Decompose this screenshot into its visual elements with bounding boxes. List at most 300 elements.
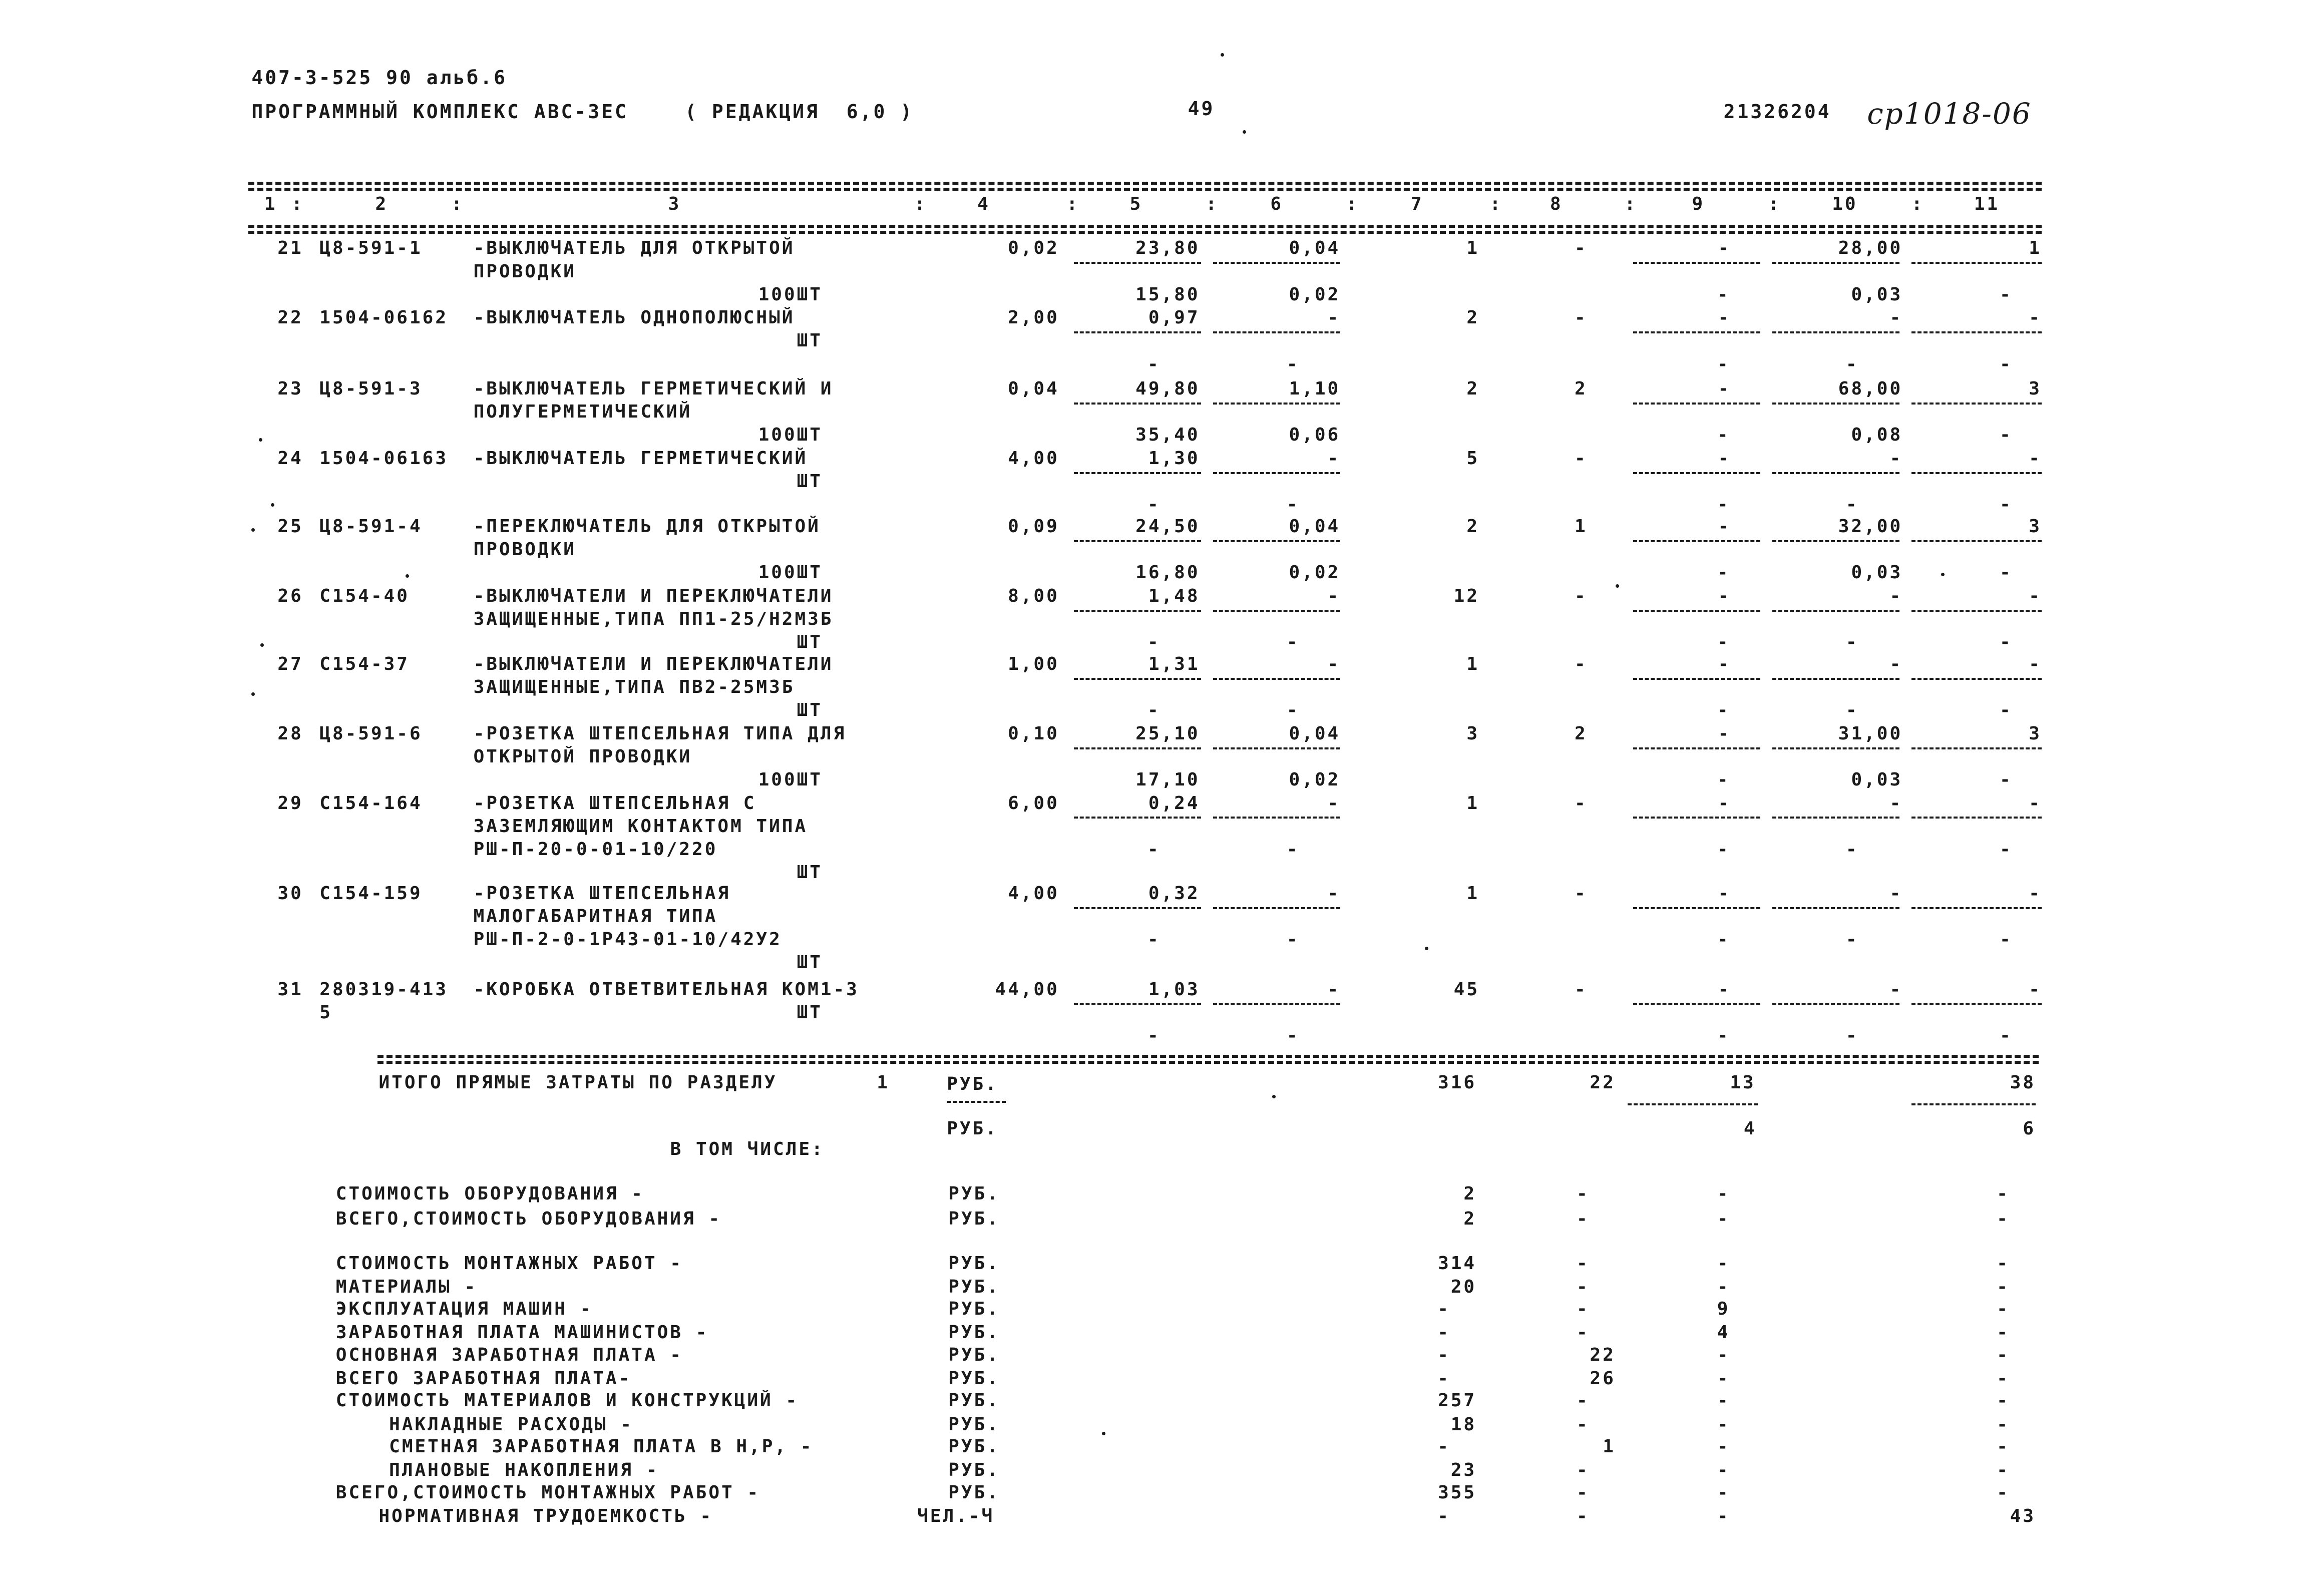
subtotal-rule bbox=[1772, 610, 1899, 612]
document-number: 21326204 bbox=[1723, 100, 1831, 123]
subtotal-rule bbox=[1213, 403, 1340, 405]
subtotal-rule bbox=[1633, 678, 1760, 680]
subtotal-rule bbox=[1633, 610, 1760, 612]
row-col5-per-unit: - bbox=[1147, 1025, 1161, 1046]
row-col9-per-unit: - bbox=[1717, 769, 1730, 790]
row-unit: ШТ bbox=[797, 862, 823, 883]
subtotal-rule bbox=[1213, 678, 1340, 680]
row-col8: 2 bbox=[1575, 723, 1588, 744]
column-header-9: 9 bbox=[1692, 193, 1705, 214]
subtotal-rule bbox=[1911, 1003, 2042, 1005]
column-header-1: 1 bbox=[264, 193, 277, 214]
row-col8: 2 bbox=[1575, 378, 1588, 400]
row-col6-per-unit: - bbox=[1286, 632, 1300, 653]
row-col9-per-unit: - bbox=[1717, 284, 1730, 305]
scan-speck bbox=[251, 528, 255, 532]
summary-col11: - bbox=[1997, 1322, 2010, 1343]
row-unit: ШТ bbox=[797, 330, 823, 351]
subtotal-rule bbox=[1633, 907, 1760, 909]
row-quantity: 0,09 bbox=[1008, 516, 1059, 537]
table-top-rule-2 bbox=[248, 188, 2041, 191]
summary-col7: 23 bbox=[1450, 1460, 1477, 1481]
row-code: Ц8-591-1 bbox=[319, 238, 423, 259]
row-quantity: 8,00 bbox=[1008, 585, 1059, 606]
row-col8: - bbox=[1575, 238, 1588, 259]
row-col7: 2 bbox=[1466, 378, 1479, 400]
row-col11: 1 bbox=[2029, 238, 2042, 259]
summary-col7: 18 bbox=[1450, 1414, 1477, 1435]
scan-speck bbox=[259, 438, 262, 442]
scan-speck bbox=[1221, 53, 1224, 57]
summary-label: СМЕТНАЯ ЗАРАБОТНАЯ ПЛАТА В Н,Р, - bbox=[389, 1436, 814, 1457]
summary-col9: - bbox=[1717, 1183, 1730, 1204]
summary-col7: - bbox=[1437, 1322, 1450, 1343]
column-separator: : bbox=[914, 193, 927, 214]
summary-label: ЗАРАБОТНАЯ ПЛАТА МАШИНИСТОВ - bbox=[335, 1322, 709, 1343]
summary-unit: РУБ. bbox=[948, 1436, 1000, 1457]
row-col10: - bbox=[1889, 653, 1903, 674]
program-name: ПРОГРАММНЫЙ КОМПЛЕКС АВС-3ЕС bbox=[251, 100, 628, 123]
summary-col9: 9 bbox=[1717, 1299, 1730, 1320]
total-col8: 22 bbox=[1590, 1072, 1616, 1093]
summary-col8: - bbox=[1577, 1276, 1590, 1297]
subtotal-rule bbox=[1772, 1003, 1899, 1005]
row-col9: - bbox=[1718, 883, 1731, 904]
row-col6: 0,04 bbox=[1289, 516, 1341, 537]
row-col11: - bbox=[2029, 448, 2042, 469]
row-name-line: -РОЗЕТКА ШТЕПСЕЛЬНАЯ bbox=[473, 883, 731, 904]
subtotal-rule bbox=[1911, 472, 2042, 474]
row-col10-per-unit: - bbox=[1845, 632, 1859, 653]
summary-label: СТОИМОСТЬ МАТЕРИАЛОВ И КОНСТРУКЦИЙ - bbox=[335, 1390, 799, 1411]
row-col5-per-unit: - bbox=[1147, 632, 1161, 653]
subtotal-rule bbox=[1911, 403, 2042, 405]
summary-col9: - bbox=[1717, 1208, 1730, 1229]
summary-col9: - bbox=[1717, 1253, 1730, 1274]
row-col7: 1 bbox=[1466, 883, 1479, 904]
subtotal-rule bbox=[1911, 331, 2042, 333]
summary-col9: - bbox=[1717, 1460, 1730, 1481]
column-separator: : bbox=[1489, 193, 1503, 214]
total-col9-2: 4 bbox=[1743, 1118, 1757, 1139]
total-col9: 13 bbox=[1730, 1072, 1756, 1093]
row-col11-per-unit: - bbox=[2000, 494, 2013, 515]
row-col5: 1,03 bbox=[1148, 979, 1200, 1000]
row-col10-per-unit: - bbox=[1845, 353, 1859, 374]
subtotal-rule bbox=[1633, 540, 1760, 542]
row-col11: - bbox=[2029, 883, 2042, 904]
summary-col9: - bbox=[1717, 1436, 1730, 1457]
row-col5: 0,24 bbox=[1148, 792, 1200, 814]
subtotal-rule bbox=[1213, 262, 1340, 264]
row-unit: ШТ bbox=[797, 699, 823, 720]
column-header-10: 10 bbox=[1832, 193, 1858, 214]
subtotal-rule bbox=[1074, 403, 1201, 405]
row-name-line: ПРОВОДКИ bbox=[473, 261, 576, 282]
row-col11-per-unit: - bbox=[2000, 562, 2013, 583]
summary-col8: 1 bbox=[1603, 1436, 1616, 1457]
row-col5: 24,50 bbox=[1135, 516, 1200, 537]
row-col10-per-unit: 0,08 bbox=[1851, 425, 1903, 446]
subtotal-rule bbox=[1213, 747, 1340, 749]
subtotal-rule bbox=[1213, 540, 1340, 542]
row-col9: - bbox=[1718, 585, 1731, 606]
summary-label: ВСЕГО ЗАРАБОТНАЯ ПЛАТА- bbox=[335, 1368, 632, 1389]
row-col6: 0,04 bbox=[1289, 723, 1341, 744]
row-quantity: 6,00 bbox=[1008, 792, 1059, 814]
row-col10: 31,00 bbox=[1838, 723, 1903, 744]
row-number: 25 bbox=[277, 516, 303, 537]
header-bottom-rule-2 bbox=[248, 231, 2041, 234]
summary-col7: 20 bbox=[1450, 1276, 1477, 1297]
row-col9-per-unit: - bbox=[1717, 929, 1730, 950]
column-header-5: 5 bbox=[1129, 193, 1143, 214]
row-col11-per-unit: - bbox=[2000, 839, 2013, 860]
summary-col11: - bbox=[1997, 1460, 2010, 1481]
summary-col9: - bbox=[1717, 1505, 1730, 1526]
summary-col11: 43 bbox=[2010, 1505, 2036, 1526]
column-separator: : bbox=[291, 193, 304, 214]
row-col6-per-unit: - bbox=[1286, 1025, 1300, 1046]
row-col7: 1 bbox=[1466, 238, 1479, 259]
row-col8: - bbox=[1575, 585, 1588, 606]
row-col9: - bbox=[1718, 238, 1731, 259]
row-col10: 28,00 bbox=[1838, 238, 1903, 259]
row-col11-per-unit: - bbox=[2000, 769, 2013, 790]
column-header-8: 8 bbox=[1550, 193, 1563, 214]
row-name-line: МАЛОГАБАРИТНАЯ ТИПА bbox=[473, 906, 718, 927]
subtotal-rule bbox=[1074, 1003, 1201, 1005]
scan-speck bbox=[406, 574, 409, 578]
row-col5-per-unit: 15,80 bbox=[1135, 284, 1200, 305]
summary-label: ВСЕГО,СТОИМОСТЬ ОБОРУДОВАНИЯ - bbox=[335, 1208, 721, 1229]
row-number: 24 bbox=[277, 448, 303, 469]
row-col6-per-unit: - bbox=[1286, 839, 1300, 860]
row-col5-per-unit: 17,10 bbox=[1135, 769, 1200, 790]
subtotal-rule bbox=[1074, 747, 1201, 749]
subtotal-rule bbox=[1911, 678, 2042, 680]
row-col6-per-unit: - bbox=[1286, 929, 1300, 950]
subtotal-rule bbox=[1633, 1003, 1760, 1005]
row-name-line: -ПЕРЕКЛЮЧАТЕЛЬ ДЛЯ ОТКРЫТОЙ bbox=[473, 516, 821, 537]
subtotal-rule bbox=[1772, 678, 1899, 680]
summary-col9: - bbox=[1717, 1482, 1730, 1503]
subtotal-rule bbox=[1772, 907, 1899, 909]
row-col5: 1,31 bbox=[1148, 653, 1200, 674]
row-number: 27 bbox=[277, 653, 303, 674]
subtotal-rule bbox=[1772, 331, 1899, 333]
subtotal-rule bbox=[1074, 331, 1201, 333]
row-col11: - bbox=[2029, 585, 2042, 606]
row-col5-per-unit: 16,80 bbox=[1135, 562, 1200, 583]
row-col6-per-unit: - bbox=[1286, 699, 1300, 720]
summary-unit: РУБ. bbox=[948, 1276, 1000, 1297]
row-col11: 3 bbox=[2029, 723, 2042, 744]
summary-col7: - bbox=[1437, 1344, 1450, 1365]
summary-col11: - bbox=[1997, 1482, 2010, 1503]
subtotal-rule bbox=[1213, 331, 1340, 333]
row-col11: 3 bbox=[2029, 516, 2042, 537]
subtotal-rule bbox=[1213, 817, 1340, 819]
summary-col7: - bbox=[1437, 1299, 1450, 1320]
row-number: 31 bbox=[277, 979, 303, 1000]
subtotal-rule bbox=[1213, 907, 1340, 909]
row-col7: 2 bbox=[1466, 307, 1479, 328]
row-unit: ШТ bbox=[797, 471, 823, 492]
summary-col7: - bbox=[1437, 1505, 1450, 1526]
total-col7: 316 bbox=[1438, 1072, 1477, 1093]
row-col5-per-unit: - bbox=[1147, 839, 1161, 860]
summary-col11: - bbox=[1997, 1390, 2010, 1411]
row-col9: - bbox=[1718, 307, 1731, 328]
row-name-line: ПРОВОДКИ bbox=[473, 539, 576, 560]
summary-col8: - bbox=[1577, 1322, 1590, 1343]
row-col6: - bbox=[1327, 585, 1341, 606]
row-code: С154-159 bbox=[319, 883, 423, 904]
summary-col11: - bbox=[1997, 1253, 2010, 1274]
row-number: 30 bbox=[277, 883, 303, 904]
row-col8: - bbox=[1575, 792, 1588, 814]
row-quantity: 2,00 bbox=[1008, 307, 1059, 328]
table-top-rule bbox=[248, 182, 2041, 185]
row-col10: - bbox=[1889, 585, 1903, 606]
subtotal-rule bbox=[1633, 747, 1760, 749]
row-code: С154-40 bbox=[319, 585, 410, 606]
summary-col11: - bbox=[1997, 1183, 2010, 1204]
column-header-3: 3 bbox=[668, 193, 681, 214]
row-col11-per-unit: - bbox=[2000, 425, 2013, 446]
summary-unit: РУБ. bbox=[948, 1344, 1000, 1365]
row-code: 280319-413 bbox=[319, 979, 449, 1000]
row-unit: 100ШТ bbox=[758, 425, 823, 446]
row-col10-per-unit: - bbox=[1845, 1025, 1859, 1046]
row-col9: - bbox=[1718, 448, 1731, 469]
including-heading: В ТОМ ЧИСЛЕ: bbox=[670, 1139, 825, 1160]
row-col10: - bbox=[1889, 307, 1903, 328]
row-col9-per-unit: - bbox=[1717, 494, 1730, 515]
row-col9-per-unit: - bbox=[1717, 425, 1730, 446]
row-code-continued: 5 bbox=[319, 1002, 332, 1023]
summary-col7: 355 bbox=[1438, 1482, 1477, 1503]
row-col6-per-unit: - bbox=[1286, 494, 1300, 515]
row-col8: - bbox=[1575, 883, 1588, 904]
subtotal-rule bbox=[1074, 540, 1201, 542]
row-col5: 25,10 bbox=[1135, 723, 1200, 744]
summary-col7: - bbox=[1437, 1436, 1450, 1457]
summary-unit: РУБ. bbox=[948, 1368, 1000, 1389]
summary-unit: РУБ. bbox=[948, 1322, 1000, 1343]
subtotal-rule bbox=[1911, 262, 2042, 264]
row-col11-per-unit: - bbox=[2000, 929, 2013, 950]
subtotal-rule bbox=[1911, 610, 2042, 612]
row-col11-per-unit: - bbox=[2000, 1025, 2013, 1046]
subtotal-rule bbox=[1772, 262, 1899, 264]
column-header-2: 2 bbox=[375, 193, 389, 214]
subtotal-rule bbox=[1633, 331, 1760, 333]
summary-col9: - bbox=[1717, 1414, 1730, 1435]
summary-col8: - bbox=[1577, 1253, 1590, 1274]
column-header-6: 6 bbox=[1270, 193, 1283, 214]
row-unit: ШТ bbox=[797, 632, 823, 653]
summary-label: ВСЕГО,СТОИМОСТЬ МОНТАЖНЫХ РАБОТ - bbox=[335, 1482, 760, 1503]
summary-col11: - bbox=[1997, 1368, 2010, 1389]
total-top-rule bbox=[377, 1055, 2039, 1058]
row-col9: - bbox=[1718, 723, 1731, 744]
row-quantity: 4,00 bbox=[1008, 883, 1059, 904]
row-col11: - bbox=[2029, 792, 2042, 814]
row-unit: 100ШТ bbox=[758, 284, 823, 305]
row-name-line: -РОЗЕТКА ШТЕПСЕЛЬНАЯ ТИПА ДЛЯ bbox=[473, 723, 847, 744]
row-col10-per-unit: 0,03 bbox=[1851, 769, 1903, 790]
summary-col11: - bbox=[1997, 1208, 2010, 1229]
total-unit-2: РУБ. bbox=[947, 1118, 998, 1139]
row-col6-per-unit: 0,02 bbox=[1289, 562, 1341, 583]
row-col9: - bbox=[1718, 378, 1731, 400]
row-quantity: 0,10 bbox=[1008, 723, 1059, 744]
subtotal-rule bbox=[1074, 262, 1201, 264]
summary-col9: - bbox=[1717, 1344, 1730, 1365]
row-col11-per-unit: - bbox=[2000, 284, 2013, 305]
row-name-line: -ВЫКЛЮЧАТЕЛИ И ПЕРЕКЛЮЧАТЕЛИ bbox=[473, 653, 834, 674]
summary-col8: - bbox=[1577, 1183, 1590, 1204]
column-separator: : bbox=[1206, 193, 1219, 214]
row-col7: 1 bbox=[1466, 653, 1479, 674]
row-number: 29 bbox=[277, 792, 303, 814]
subtotal-rule bbox=[1772, 472, 1899, 474]
row-name-line: ПОЛУГЕРМЕТИЧЕСКИЙ bbox=[473, 402, 692, 423]
row-col10-per-unit: 0,03 bbox=[1851, 562, 1903, 583]
total-unit: РУБ. bbox=[947, 1074, 998, 1094]
summary-unit: РУБ. bbox=[948, 1253, 1000, 1274]
summary-col7: 257 bbox=[1438, 1390, 1477, 1411]
column-header-11: 11 bbox=[1974, 193, 2000, 214]
row-col5-per-unit: - bbox=[1147, 353, 1161, 374]
program-edition: ( РЕДАКЦИЯ 6,0 ) bbox=[685, 100, 914, 123]
summary-unit: РУБ. bbox=[948, 1208, 1000, 1229]
summary-label: ЭКСПЛУАТАЦИЯ МАШИН - bbox=[335, 1299, 593, 1320]
row-col11-per-unit: - bbox=[2000, 632, 2013, 653]
total-section: 1 bbox=[877, 1072, 890, 1093]
row-col7: 1 bbox=[1466, 792, 1479, 814]
summary-col9: 4 bbox=[1717, 1322, 1730, 1343]
subtotal-rule bbox=[1633, 817, 1760, 819]
row-col9-per-unit: - bbox=[1717, 699, 1730, 720]
row-name-line: -ВЫКЛЮЧАТЕЛИ И ПЕРЕКЛЮЧАТЕЛИ bbox=[473, 585, 834, 606]
row-col10-per-unit: - bbox=[1845, 494, 1859, 515]
subtotal-rule bbox=[1074, 472, 1201, 474]
row-col9-per-unit: - bbox=[1717, 353, 1730, 374]
row-col5: 49,80 bbox=[1135, 378, 1200, 400]
summary-col9: - bbox=[1717, 1276, 1730, 1297]
scan-speck bbox=[260, 643, 264, 647]
summary-col8: - bbox=[1577, 1414, 1590, 1435]
row-quantity: 4,00 bbox=[1008, 448, 1059, 469]
summary-label: ОСНОВНАЯ ЗАРАБОТНАЯ ПЛАТА - bbox=[335, 1344, 683, 1365]
scan-speck bbox=[1102, 1432, 1105, 1435]
summary-label: НАКЛАДНЫЕ РАСХОДЫ - bbox=[389, 1414, 633, 1435]
row-name-line: -ВЫКЛЮЧАТЕЛЬ ДЛЯ ОТКРЫТОЙ bbox=[473, 238, 795, 259]
column-separator: : bbox=[1911, 193, 1925, 214]
summary-label: НОРМАТИВНАЯ ТРУДОЕМКОСТЬ - bbox=[378, 1505, 713, 1526]
row-col10: - bbox=[1889, 448, 1903, 469]
row-code: 1504-06162 bbox=[319, 307, 449, 328]
row-number: 28 bbox=[277, 723, 303, 744]
row-col8: - bbox=[1575, 448, 1588, 469]
row-name-line: -ВЫКЛЮЧАТЕЛЬ ГЕРМЕТИЧЕСКИЙ И bbox=[473, 378, 834, 400]
row-col10-per-unit: - bbox=[1845, 699, 1859, 720]
column-separator: : bbox=[1346, 193, 1359, 214]
row-name-line: -РОЗЕТКА ШТЕПСЕЛЬНАЯ С bbox=[473, 792, 756, 814]
row-col5: 23,80 bbox=[1135, 238, 1200, 259]
row-quantity: 44,00 bbox=[995, 979, 1059, 1000]
row-col5-per-unit: - bbox=[1147, 494, 1161, 515]
column-separator: : bbox=[451, 193, 464, 214]
summary-col7: 2 bbox=[1463, 1208, 1477, 1229]
column-separator: : bbox=[1768, 193, 1781, 214]
summary-label: МАТЕРИАЛЫ - bbox=[335, 1276, 478, 1297]
row-unit: 100ШТ bbox=[758, 769, 823, 790]
row-col9-per-unit: - bbox=[1717, 839, 1730, 860]
row-col5: 0,97 bbox=[1148, 307, 1200, 328]
row-col5: 0,32 bbox=[1148, 883, 1200, 904]
row-col7: 12 bbox=[1453, 585, 1479, 606]
row-col5-per-unit: - bbox=[1147, 929, 1161, 950]
row-col6: - bbox=[1327, 979, 1341, 1000]
row-col8: - bbox=[1575, 653, 1588, 674]
row-name-line: ЗАЩИЩЕННЫЕ,ТИПА ПП1-25/Н2М3Б bbox=[473, 608, 834, 629]
summary-unit: ЧЕЛ.-Ч bbox=[917, 1505, 995, 1526]
row-name-line: -ВЫКЛЮЧАТЕЛЬ ОДНОПОЛЮСНЫЙ bbox=[473, 307, 795, 328]
row-col5-per-unit: 35,40 bbox=[1135, 425, 1200, 446]
document-code: 407-3-525 90 альб.6 bbox=[251, 66, 508, 89]
row-name-line: РШ-П-20-0-01-10/220 bbox=[473, 839, 718, 860]
row-col10-per-unit: 0,03 bbox=[1851, 284, 1903, 305]
scan-speck bbox=[271, 503, 274, 507]
subtotal-rule bbox=[1074, 610, 1201, 612]
summary-col8: 26 bbox=[1590, 1368, 1616, 1389]
subtotal-rule bbox=[1633, 403, 1760, 405]
summary-col11: - bbox=[1997, 1276, 2010, 1297]
row-col6: - bbox=[1327, 653, 1341, 674]
row-col10-per-unit: - bbox=[1845, 929, 1859, 950]
row-col10: - bbox=[1889, 792, 1903, 814]
row-col10: - bbox=[1889, 883, 1903, 904]
row-number: 26 bbox=[277, 585, 303, 606]
subtotal-rule bbox=[1772, 403, 1899, 405]
column-separator: : bbox=[1066, 193, 1080, 214]
summary-col8: - bbox=[1577, 1208, 1590, 1229]
summary-col8: - bbox=[1577, 1460, 1590, 1481]
row-unit: 100ШТ bbox=[758, 562, 823, 583]
row-col9-per-unit: - bbox=[1717, 562, 1730, 583]
summary-col8: 22 bbox=[1590, 1344, 1616, 1365]
row-col6: 1,10 bbox=[1289, 378, 1341, 400]
scan-speck bbox=[1425, 947, 1428, 950]
row-name-line: -КОРОБКА ОТВЕТВИТЕЛЬНАЯ КОМ1-3 bbox=[473, 979, 859, 1000]
row-col9: - bbox=[1718, 653, 1731, 674]
row-col7: 3 bbox=[1466, 723, 1479, 744]
row-col11-per-unit: - bbox=[2000, 353, 2013, 374]
subtotal-rule bbox=[1213, 472, 1340, 474]
row-col6: - bbox=[1327, 448, 1341, 469]
row-col6-per-unit: 0,02 bbox=[1289, 284, 1341, 305]
row-code: Ц8-591-3 bbox=[319, 378, 423, 400]
subtotal-rule bbox=[1074, 817, 1201, 819]
column-header-4: 4 bbox=[977, 193, 990, 214]
subtotal-rule bbox=[1074, 907, 1201, 909]
summary-col11: - bbox=[1997, 1299, 2010, 1320]
subtotal-rule bbox=[1074, 678, 1201, 680]
